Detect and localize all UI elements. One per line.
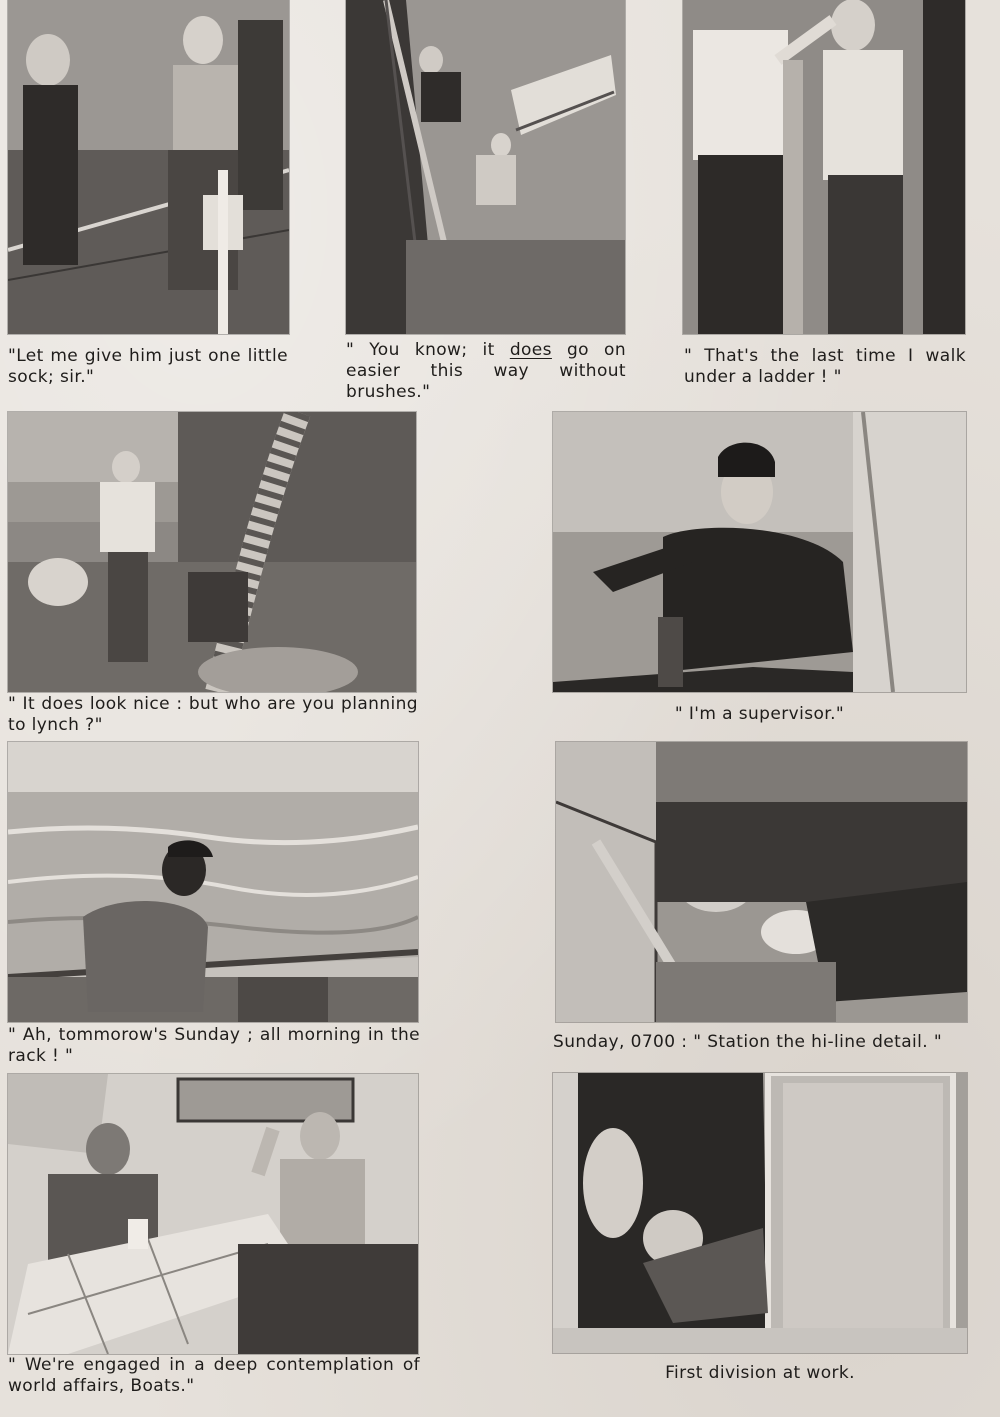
photo-sailor-sleeping — [553, 1073, 967, 1353]
caption-3: " That's the last time I walk under a ladder ! " — [684, 346, 966, 387]
photo-hi-line-detail — [556, 742, 967, 1022]
caption-6: " Ah, tommorow's Sunday ; all morning in the rack ! " — [8, 1025, 420, 1066]
caption-1: "Let me give him just one little sock; sir." — [8, 346, 288, 387]
caption-5: " I'm a supervisor." — [674, 704, 845, 724]
photo-sailors-painting-deck — [8, 0, 289, 334]
photo-supervisor-seated — [553, 412, 966, 692]
caption-2-start: " You know; it — [346, 340, 510, 360]
photo-boat-over-side — [346, 0, 625, 334]
caption-2 — [346, 340, 626, 403]
caption-7: Sunday, 0700 : " Station the hi-line detail. " — [553, 1032, 943, 1052]
photo-mess-table — [8, 1074, 418, 1354]
caption-4: " It does look nice : but who are you planning to lynch ?" — [8, 694, 418, 735]
caption-8: " We're engaged in a deep contemplation of world affairs, Boats." — [8, 1355, 420, 1396]
photo-rope-on-deck — [8, 412, 416, 692]
photo-sailor-under-ladder — [683, 0, 965, 334]
caption-9: First division at work. — [665, 1363, 855, 1383]
caption-2-end: go on easier this way without brushes." — [346, 340, 627, 402]
photo-sailor-at-rail — [8, 742, 418, 1022]
caption-2-emphasis: does — [509, 340, 552, 360]
